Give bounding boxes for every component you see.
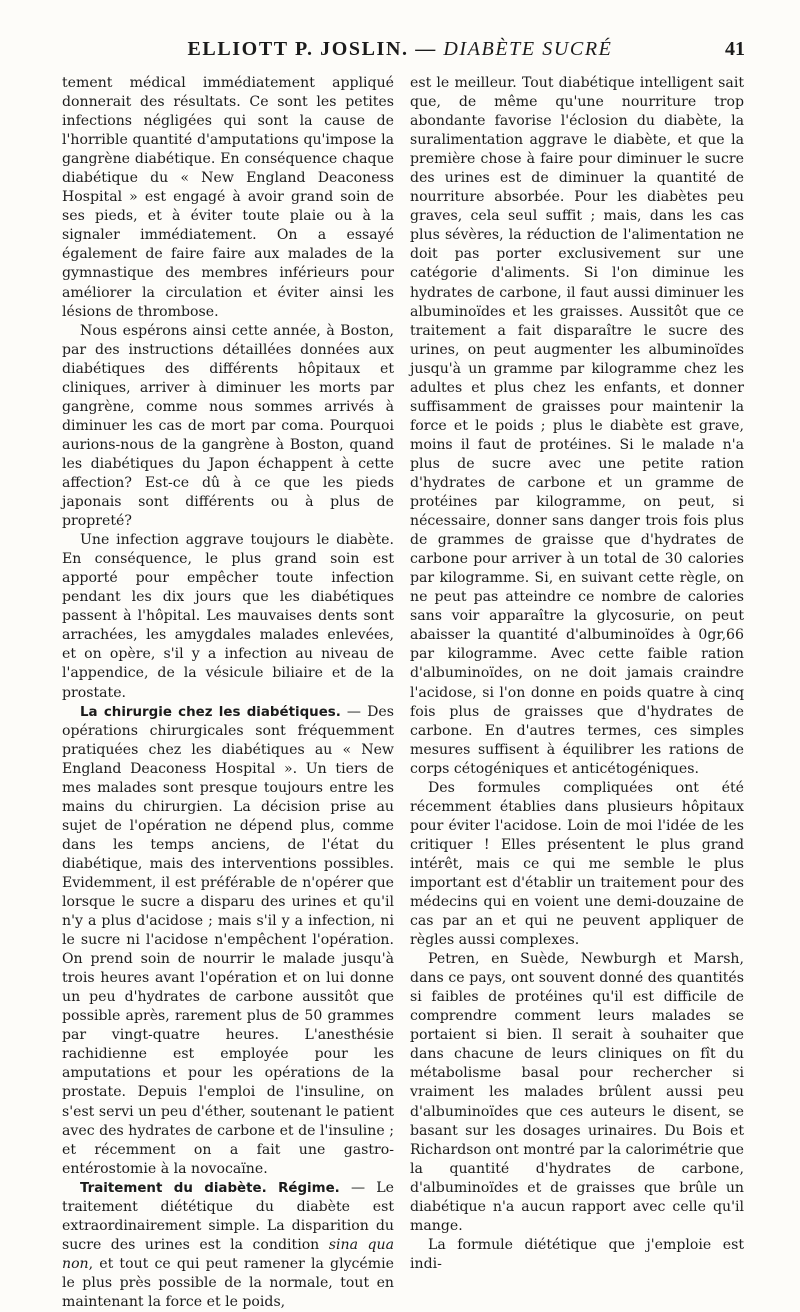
section-heading-treatment: Traitement du diabète. Régime. (80, 1180, 340, 1196)
paragraph-body: — Le traitement diététique du diabète est extraordinairement simple. La disparition du sucre des urines est la condition (62, 1179, 394, 1253)
section-heading-surgery: La chirurgie chez les diabétiques. (80, 704, 341, 720)
paragraph: est le meilleur. Tout diabétique intelligent sait que, de même qu'une nourriture trop abondante favorise l'éclosion du diabète, la suralimentation aggrave le diabète, et que la première chose à faire pour diminuer le sucre des urines est de diminuer la quantité de nourriture absorbée. Pour les diabètes peu graves, cela seul suffit ; mais, dans les cas plus sévères, la réduction de l'alimentation ne doit pas porter exclusivement sur une catégorie d'aliments. Si l'on diminue les hydrates de carbone, il faut aussi diminuer les albuminoïdes et les graisses. Aussitôt que ce traitement a fait disparaître le sucre des urines, on peut augmenter les albuminoïdes jusqu'à un gramme par kilogramme chez les adultes et plus chez les enfants, et donner suffisamment de graisses pour maintenir la force et le poids ; plus le diabète est grave, moins il faut de protéines. Si le malade n'a plus de sucre avec une petite ration d'hydrates de carbone et un gramme de protéines par kilogramme, on peut, si nécessaire, donner sans danger trois fois plus de grammes de graisse que d'hydrates de carbone pour arriver à un total de 30 calories par kilogramme. Si, en suivant cette règle, on ne peut pas atteindre ce nombre de calories sans voir apparaître la glycosurie, on peut abaisser la quantité d'albuminoïdes à 0gr,66 par kilogramme. Avec cette faible ration d'albuminoïdes, on ne doit jamais craindre l'acidose, si l'on donne en poids quatre à cinq fois plus de graisses que d'hydrates de carbone. En d'autres termes, ces simples mesures suffisent à équilibrer les rations de corps cétogéniques et anticétogéniques. (410, 75, 744, 777)
paragraph: tement médical immédiatement appliqué donnerait des résultats. Ce sont les petites infections négligées qui sont la cause de l'horrible quantité d'amputations qu'impose la gangrène diabétique. En conséquence chaque diabétique du « New England Deaconess Hospital » est engagé à avoir grand soin de ses pieds, et à éviter toute plaie ou à la signaler immédiatement. On a essayé également de faire faire aux malades de la gymnastique des membres inférieurs pour améliorer la circulation et éviter ainsi les lésions de thrombose. (62, 75, 394, 320)
running-header (55, 38, 745, 66)
page-number: 41 (725, 38, 745, 60)
right-column (410, 74, 744, 1274)
paragraph: La formule diététique que j'emploie est indi- (410, 1236, 744, 1272)
paragraph: Des formules compliquées ont été récemment établies dans plusieurs hôpitaux pour éviter l'acidose. Loin de moi l'idée de les critiquer ! Elles présentent le plus grand intérêt, mais ce qui me semble le plus important est d'établir un traitement pour des médecins qui en voient une demi-douzaine de cas par an et qui ne peuvent appliquer de règles aussi complexes. (410, 779, 744, 949)
paragraph: Nous espérons ainsi cette année, à Boston, par des instructions détaillées données aux diabétiques des différents hôpitaux et cliniques, arriver à diminuer les morts par gangrène, comme nous sommes arrivés à diminuer les cas de mort par coma. Pourquoi aurions-nous de la gangrène à Boston, quand les diabétiques du Japon échappent à cette affection? Est-ce dû à ce que les pieds japonais sont différents ou à plus de propreté? (62, 322, 394, 530)
latin-phrase: sina qua non (62, 1236, 395, 1272)
paragraph-treatment (62, 1179, 394, 1312)
paragraph: Petren, en Suède, Newburgh et Marsh, dans ce pays, ont souvent donné des quantités si faibles de protéines qu'il est difficile de comprendre comment leurs malades se portaient si bien. Il serait à souhaiter que dans chacune de leurs cliniques on fît du métabolisme basal pour rechercher si vraiment les malades brûlent aussi peu d'albuminoïdes que ces auteurs le disent, se basant sur les dosages urinaires. Du Bois et Richardson ont montré par la calorimétrie que la quantité d'hydrates de carbone, d'albuminoïdes et de graisses que brûle un diabétique n'a aucun rapport avec celle qu'il mange. (410, 951, 744, 1234)
running-title (55, 38, 745, 61)
left-column (62, 74, 394, 1312)
paragraph-body: — Des opérations chirurgicales sont fréquemment pratiquées chez les diabétiques au « New England Deaconess Hospital ». Un tiers de mes malades sont presque toujours entre les mains du chirurgien. La décision prise au sujet de l'opération ne dépend plus, comme dans les temps anciens, de l'état du diabétique, mais des interventions possibles. Evidemment, il est préférable de n'opérer que lorsque le sucre a disparu des urines et qu'il n'y a plus d'acidose ; mais s'il y a infection, ni le sucre ni l'acidose n'empêchent l'opération. On prend soin de nourrir le malade jusqu'à trois heures avant l'opération et on lui donne un peu d'hydrates de carbone aussitôt que possible après, rarement plus de 50 grammes par vingt-quatre heures. L'anesthésie rachidienne est employée pour les amputations et pour les opérations de la prostate. Depuis l'emploi de l'insuline, on s'est servi un peu d'éther, soutenant le patient avec des hydrates de carbone et de l'insuline ; et récemment on a fait une gastro-entérostomie à la novocaïne. (62, 703, 394, 1177)
paragraph-surgery (62, 703, 394, 1179)
title-book: DIABÈTE SUCRÉ (443, 38, 613, 60)
paragraph-body: , et tout ce qui peut ramener la glycémie le plus près possible de la normale, tout en maintenant la force et le poids, (62, 1255, 394, 1310)
title-author: ELLIOTT P. JOSLIN. — (187, 38, 444, 60)
paragraph: Une infection aggrave toujours le diabète. En conséquence, le plus grand soin est apporté pour empêcher toute infection pendant les dix jours que les diabétiques passent à l'hôpital. Les mauvaises dents sont arrachées, les amygdales malades enlevées, et on opère, s'il y a infection au niveau de l'appendice, de la vésicule biliaire et de la prostate. (62, 532, 394, 701)
